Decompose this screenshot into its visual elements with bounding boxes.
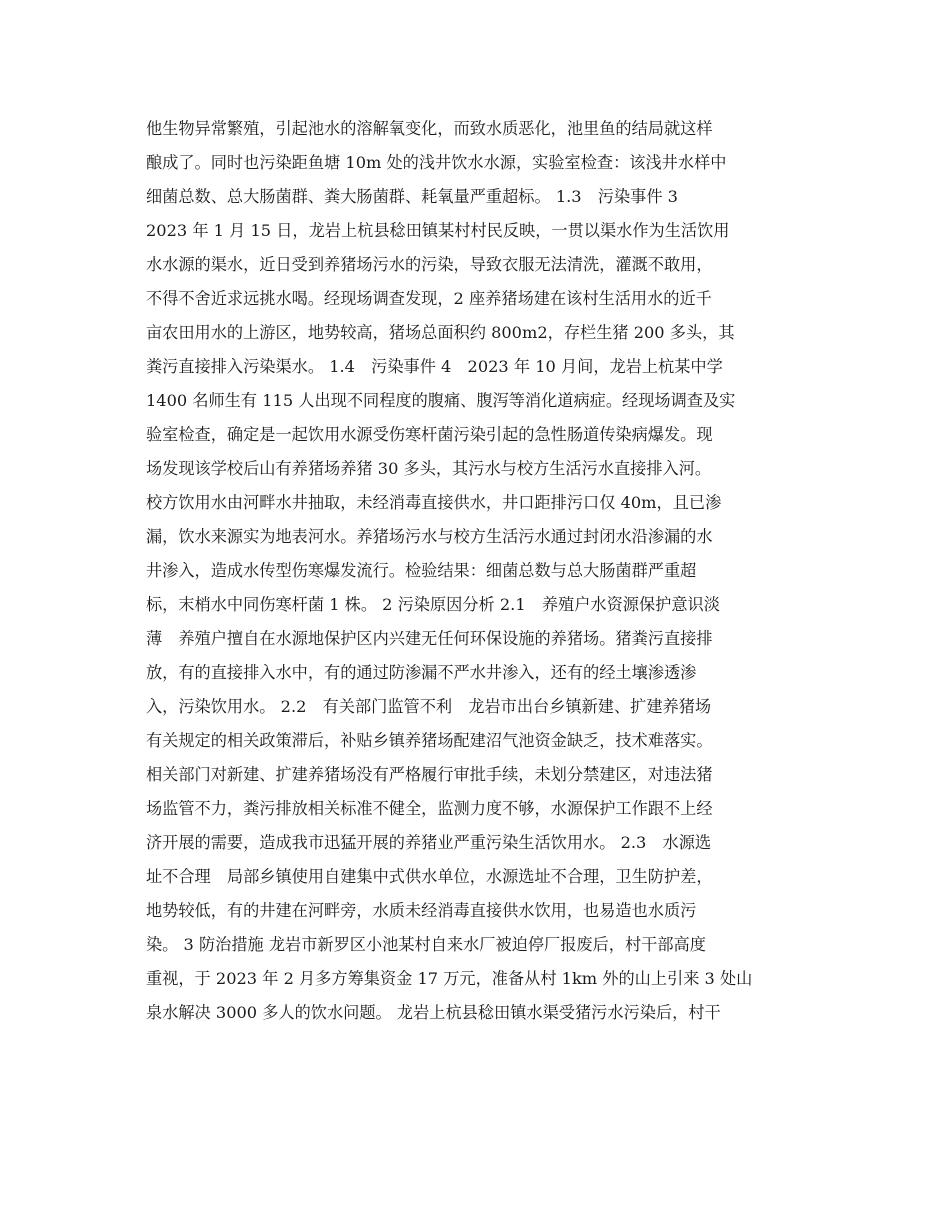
- text-line: 不得不舍近求远挑水喝。经现场调查发现，2 座养猪场建在该村生活用水的近千: [146, 289, 712, 308]
- text-line: 漏，饮水来源实为地表河水。养猪场污水与校方生活污水通过封闭水沿渗漏的水: [146, 527, 713, 546]
- text-line: 入，污染饮用水。 2.2 有关部门监管不利 龙岩市出台乡镇新建、扩建养猪场: [146, 697, 712, 716]
- text-line: 地势较低，有的井建在河畔旁，水质未经消毒直接供水饮用，也易造也水质污: [146, 901, 697, 920]
- text-line: 井渗入，造成水传型伤寒爆发流行。检验结果：细菌总数与总大肠菌群严重超: [146, 561, 697, 580]
- text-line: 场监管不力，粪污排放相关标准不健全，监测力度不够，水源保护工作跟不上经: [146, 799, 713, 818]
- text-line: 细菌总数、总大肠菌群、粪大肠菌群、耗氧量严重超标。 1.3 污染事件 3: [146, 187, 678, 206]
- text-line: 1400 名师生有 115 人出现不同程度的腹痛、腹泻等消化道病症。经现场调查及实: [146, 391, 736, 410]
- text-line: 泉水解决 3000 多人的饮水问题。 龙岩上杭县稔田镇水渠受猪污水污染后，村干: [146, 1003, 721, 1022]
- text-line: 水水源的渠水，近日受到养猪场污水的污染，导致衣服无法清洗，灌溉不敢用，: [146, 255, 713, 274]
- body-text: [146, 112, 816, 1030]
- text-line: 酿成了。同时也污染距鱼塘 10m 处的浅井饮水水源，实验室检查：该浅井水样中: [146, 153, 727, 172]
- text-line: 址不合理 局部乡镇使用自建集中式供水单位，水源选址不合理，卫生防护差，: [146, 867, 713, 886]
- text-line: 染。 3 防治措施 龙岩市新罗区小池某村自来水厂被迫停厂报废后，村干部高度: [146, 935, 706, 954]
- text-line: 他生物异常繁殖，引起池水的溶解氧变化，而致水质恶化，池里鱼的结局就这样: [146, 119, 713, 138]
- text-line: 相关部门对新建、扩建养猪场没有严格履行审批手续，未划分禁建区，对违法猪: [146, 765, 713, 784]
- text-line: 粪污直接排入污染渠水。 1.4 污染事件 4 2023 年 10 月间，龙岩上杭某中学: [146, 357, 723, 376]
- text-line: 2023 年 1 月 15 日，龙岩上杭县稔田镇某村村民反映，一贯以渠水作为生活饮用: [146, 221, 730, 240]
- text-line: 亩农田用水的上游区，地势较高，猪场总面积约 800m2，存栏生猪 200 多头，其: [146, 323, 735, 342]
- text-line: 薄 养殖户擅自在水源地保护区内兴建无任何环保设施的养猪场。猪粪污直接排: [146, 629, 713, 648]
- text-line: 济开展的需要，造成我市迅猛开展的养猪业严重污染生活饮用水。 2.3 水源选: [146, 833, 712, 852]
- text-line: 有关规定的相关政策滞后，补贴乡镇养猪场配建沼气池资金缺乏，技术难落实。: [146, 731, 713, 750]
- text-line: 放，有的直接排入水中，有的通过防渗漏不严水井渗入，还有的经土壤渗透渗: [146, 663, 697, 682]
- text-line: 场发现该学校后山有养猪场养猪 30 多头，其污水与校方生活污水直接排入河。: [146, 459, 712, 478]
- text-line: 标，末梢水中同伤寒杆菌 1 株。 2 污染原因分析 2.1 养殖户水资源保护意识淡: [146, 595, 720, 614]
- text-line: 验室检查，确定是一起饮用水源受伤寒杆菌污染引起的急性肠道传染病爆发。现: [146, 425, 713, 444]
- text-line: 校方饮用水由河畔水井抽取，未经消毒直接供水，井口距排污口仅 40m，且已渗: [146, 493, 722, 512]
- text-line: 重视，于 2023 年 2 月多方筹集资金 17 万元，准备从村 1km 外的山上引来 3 处山: [146, 969, 753, 988]
